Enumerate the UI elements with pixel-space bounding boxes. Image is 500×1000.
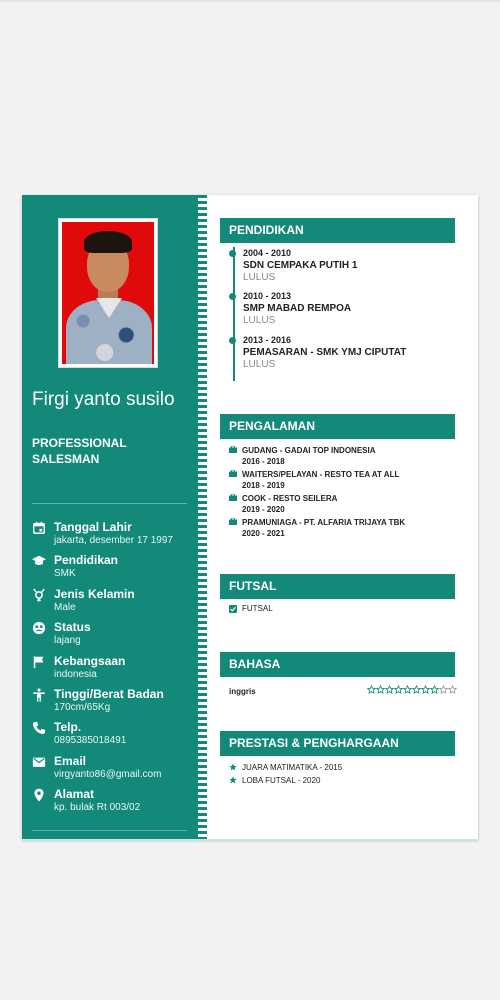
- info-value: SMK: [54, 568, 76, 580]
- rating-star-filled-icon: [376, 685, 385, 694]
- rating-star-empty-icon: [439, 685, 448, 694]
- section-heading-achievements: PRESTASI & PENGHARGAAN: [220, 731, 455, 756]
- education-years: 2010 - 2013: [243, 291, 292, 301]
- sidebar-divider: [32, 503, 187, 504]
- info-item-birth: [32, 520, 192, 553]
- rating-star-empty-icon: [448, 685, 457, 694]
- info-item-email: [32, 754, 192, 787]
- profile-title: PROFESSIONAL SALESMAN: [32, 436, 127, 466]
- flag-icon: [32, 655, 46, 669]
- experience-years: 2018 - 2019: [242, 481, 285, 490]
- relationship-status-icon: [32, 621, 46, 635]
- achievement-item: [229, 761, 454, 774]
- info-value: jakarta, desember 17 1997: [54, 535, 173, 546]
- education-status: LULUS: [243, 359, 276, 370]
- bottom-divider: [22, 839, 478, 842]
- info-label: Email: [54, 753, 87, 768]
- hobby-label: FUTSAL: [242, 604, 273, 613]
- personal-info-list: [32, 520, 192, 821]
- experience-years: 2020 - 2021: [242, 529, 285, 538]
- language-name: inggris: [229, 687, 256, 696]
- rating-star-filled-icon: [430, 685, 439, 694]
- briefcase-icon: [229, 446, 237, 453]
- email-icon: [32, 755, 46, 769]
- language-rating: [367, 685, 457, 694]
- resume-sidebar: [22, 195, 198, 839]
- experience-item: [229, 517, 454, 541]
- rating-star-filled-icon: [385, 685, 394, 694]
- info-label: Telp.: [54, 720, 82, 735]
- gender-icon: [32, 588, 46, 602]
- experience-title: GUDANG - GADAI TOP INDONESIA: [242, 446, 376, 455]
- education-item: [243, 335, 453, 371]
- language-item: [229, 687, 457, 701]
- rating-star-filled-icon: [403, 685, 412, 694]
- info-label: Kebangsaan: [54, 653, 126, 668]
- info-item-body: [32, 687, 192, 720]
- star-icon: [229, 776, 237, 784]
- rating-star-filled-icon: [421, 685, 430, 694]
- briefcase-icon: [229, 470, 237, 477]
- education-school: PEMASARAN - SMK YMJ CIPUTAT: [243, 347, 407, 358]
- education-years: 2004 - 2010: [243, 248, 292, 258]
- profile-photo: [58, 218, 158, 368]
- experience-item: [229, 445, 454, 469]
- checkbox-icon: [229, 605, 237, 613]
- sidebar-divider: [32, 830, 187, 831]
- experience-item: [229, 469, 454, 493]
- experience-title: WAITERS/PELAYAN - RESTO TEA AT ALL: [242, 470, 400, 479]
- info-label: Jenis Kelamin: [54, 586, 135, 601]
- resume-document: [22, 195, 478, 839]
- info-value: Male: [54, 601, 76, 613]
- education-years: 2013 - 2016: [243, 335, 292, 345]
- sidebar-zigzag-edge: [198, 195, 207, 839]
- education-status: LULUS: [243, 315, 276, 326]
- profile-name: Firgi yanto susilo: [32, 389, 175, 410]
- hobby-item: [229, 603, 454, 615]
- education-school: SMP MABAD REMPOA: [243, 303, 352, 314]
- timeline-dot: [229, 293, 236, 300]
- info-label: Status: [54, 620, 91, 635]
- info-item-education: [32, 553, 192, 586]
- timeline-line: [233, 247, 235, 381]
- top-divider: [0, 0, 500, 2]
- phone-icon: [32, 721, 46, 735]
- briefcase-icon: [229, 494, 237, 501]
- info-value: 0895385018491: [54, 735, 127, 747]
- hobby-list: [229, 603, 454, 615]
- person-icon: [32, 688, 46, 702]
- experience-list: [229, 445, 454, 541]
- info-value: 170cm/65Kg: [54, 701, 111, 713]
- experience-title: PRAMUNIAGA - PT. ALFARIA TRIJAYA TBK: [242, 518, 406, 527]
- calendar-icon: [32, 521, 46, 535]
- info-value: virgyanto86@gmail.com: [54, 768, 162, 780]
- info-value: lajang: [54, 635, 81, 647]
- info-item-address: [32, 787, 192, 820]
- info-label: Tinggi/Berat Badan: [54, 686, 164, 701]
- rating-star-filled-icon: [412, 685, 421, 694]
- info-item-nationality: [32, 654, 192, 687]
- education-status: LULUS: [243, 272, 276, 283]
- education-item: [243, 291, 453, 327]
- section-heading-education: PENDIDIKAN: [220, 218, 455, 243]
- section-heading-hobby: FUTSAL: [220, 574, 455, 599]
- info-value: kp. bulak Rt 003/02: [54, 802, 141, 814]
- info-item-phone: [32, 720, 192, 753]
- info-item-gender: [32, 587, 192, 620]
- briefcase-icon: [229, 518, 237, 525]
- experience-years: 2019 - 2020: [242, 505, 285, 514]
- education-item: [243, 248, 453, 284]
- info-label: Tanggal Lahir: [54, 520, 132, 534]
- achievement-list: [229, 761, 454, 787]
- rating-star-filled-icon: [394, 685, 403, 694]
- location-pin-icon: [32, 788, 46, 802]
- info-value: indonesia: [54, 668, 97, 680]
- section-heading-experience: PENGALAMAN: [220, 414, 455, 439]
- star-icon: [229, 763, 237, 771]
- education-timeline: [220, 245, 456, 381]
- experience-item: [229, 493, 454, 517]
- experience-title: COOK - RESTO SEILERA: [242, 494, 338, 503]
- graduation-cap-icon: [32, 554, 46, 568]
- achievement-label: JUARA MATIMATIKA - 2015: [242, 763, 343, 772]
- timeline-dot: [229, 250, 236, 257]
- experience-years: 2016 - 2018: [242, 457, 285, 466]
- info-label: Alamat: [54, 787, 95, 802]
- rating-star-filled-icon: [367, 685, 376, 694]
- section-heading-language: BAHASA: [220, 652, 455, 677]
- education-school: SDN CEMPAKA PUTIH 1: [243, 260, 358, 271]
- achievement-item: [229, 774, 454, 787]
- info-label: Pendidikan: [54, 553, 119, 568]
- achievement-label: LOBA FUTSAL - 2020: [242, 776, 321, 785]
- timeline-dot: [229, 337, 236, 344]
- info-item-status: [32, 620, 192, 653]
